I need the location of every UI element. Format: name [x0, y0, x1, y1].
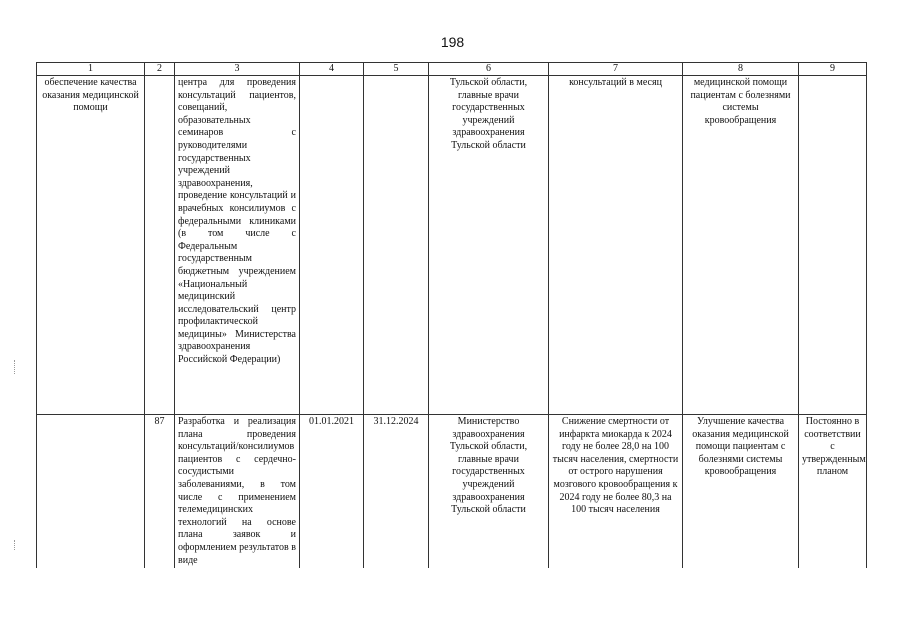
col-header-8: 8	[683, 63, 799, 76]
cell-number: 87	[145, 415, 175, 569]
col-header-1: 1	[37, 63, 145, 76]
cell-responsible: Министерство здравоохранения Тульской области, главные врачи государственных учреждений здравоохранения Тульской области	[429, 415, 549, 569]
scan-margin-mark	[14, 360, 18, 374]
cell-end-date: 31.12.2024	[364, 415, 429, 569]
cell-result: консультаций в месяц	[549, 76, 683, 415]
measures-table	[36, 62, 867, 568]
cell-effect: медицинской помощи пациентам с болезнями системы кровообращения	[683, 76, 799, 415]
cell-end-date	[364, 76, 429, 415]
cell-result: Снижение смертности от инфаркта миокарда к 2024 году не более 28,0 на 100 тысяч населения, смертности от острого нарушения мозгового кровообращения к 2024 году не более 80,3 на 100 тысяч населения	[549, 415, 683, 569]
cell-measure: центра для проведения консультаций пациентов, совещаний, образовательных семинаров с руководителями государственных учреждений здравоохранения, проведение консультаций и врачебных консилиумов с федеральными клиниками (в том числе с Федеральным государственным бюджетным учреждением «Национальный медицинский исследовательский центр профилактической медицины» Министерства здравоохранения Российской Федерации)	[175, 76, 300, 415]
col-header-3: 3	[175, 63, 300, 76]
cell-effect: Улучшение качества оказания медицинской помощи пациентам с болезнями системы кровообращения	[683, 415, 799, 569]
col-header-6: 6	[429, 63, 549, 76]
cell-start-date: 01.01.2021	[300, 415, 364, 569]
cell-frequency: Постоянно в соответствии с утвержденным планом	[799, 415, 867, 569]
col-header-5: 5	[364, 63, 429, 76]
page-number: 198	[440, 34, 465, 50]
col-header-7: 7	[549, 63, 683, 76]
cell-goal	[37, 415, 145, 569]
cell-measure: Разработка и реализация плана проведения консультаций/консилиумов пациентов с сердечно-сосудистыми заболеваниями, в том числе с применением телемедицинских технологий на основе плана заявок и оформлением результатов в виде	[175, 415, 300, 569]
cell-responsible: Тульской области, главные врачи государственных учреждений здравоохранения Тульской области	[429, 76, 549, 415]
col-header-9: 9	[799, 63, 867, 76]
cell-goal: обеспечение качества оказания медицинской помощи	[37, 76, 145, 415]
cell-start-date	[300, 76, 364, 415]
table-row	[37, 415, 867, 569]
cell-number	[145, 76, 175, 415]
table-row	[37, 76, 867, 415]
scan-margin-mark	[14, 540, 18, 550]
header-row	[37, 63, 867, 76]
col-header-2: 2	[145, 63, 175, 76]
cell-frequency	[799, 76, 867, 415]
col-header-4: 4	[300, 63, 364, 76]
